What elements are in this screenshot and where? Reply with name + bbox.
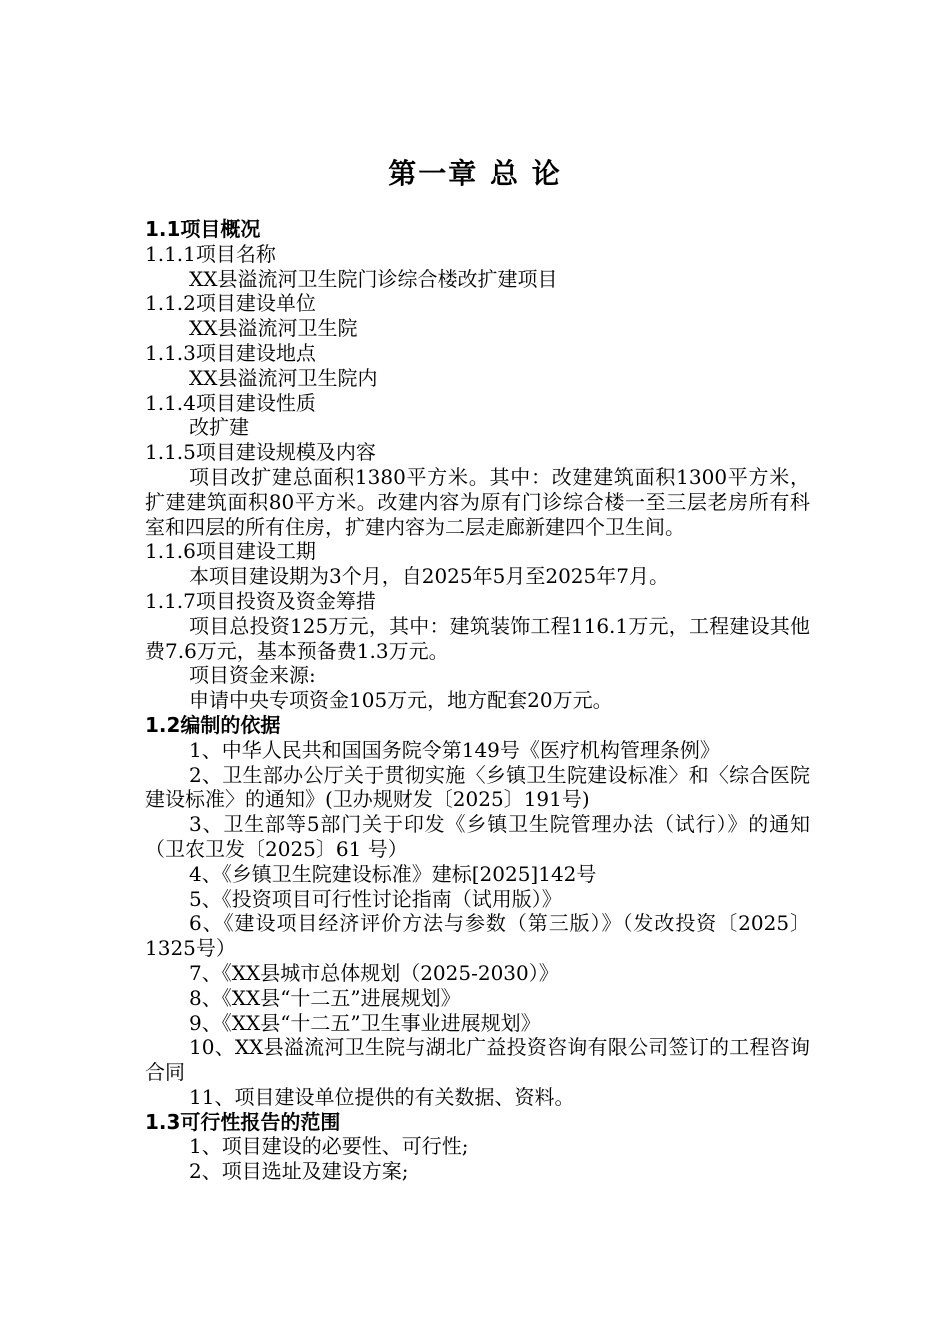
subsection-heading: 1.1.7项目投资及资金筹措	[145, 588, 376, 613]
indented-line: 4、《乡镇卫生院建设标准》建标[2025]142号	[189, 861, 597, 886]
subsection-heading: 1.1.6项目建设工期	[145, 539, 316, 564]
indented-line: 1、中华人民共和国国务院令第149号《医疗机构管理条例》	[189, 737, 720, 762]
body-paragraph: 2、卫生部办公厅关于贯彻实施〈乡镇卫生院建设标准〉和〈综合医院建设标准〉的通知》(卫办规财发〔2025〕191号)	[145, 762, 810, 812]
indented-line: 申请中央专项资金105万元，地方配套20万元。	[189, 688, 613, 713]
body-paragraph: 6、《建设项目经济评价方法与参数（第三版）》（发改投资〔2025〕1325号）	[145, 911, 810, 961]
indented-line: 项目资金来源:	[189, 663, 316, 688]
indented-line: 本项目建设期为3个月，自2025年5月至2025年7月。	[189, 564, 669, 589]
subsection-heading: 1.1.4项目建设性质	[145, 390, 316, 415]
section-heading: 1.2编制的依据	[145, 712, 281, 737]
subsection-heading: 1.1.3项目建设地点	[145, 340, 316, 365]
subsection-heading: 1.1.5项目建设规模及内容	[145, 440, 376, 465]
indented-line: XX县溢流河卫生院门诊综合楼改扩建项目	[189, 266, 558, 291]
indented-line: 9、《XX县“十二五”卫生事业进展规划》	[189, 1010, 541, 1035]
body-paragraph: 项目改扩建总面积1380平方米。其中：改建建筑面积1300平方米，扩建建筑面积80平方米。改建内容为原有门诊综合楼一至三层老房所有科室和四层的所有住房，扩建内容为二层走廊新建四个卫生间。	[145, 464, 810, 539]
indented-line: 7、《XX县城市总体规划（2025-2030）》	[189, 960, 559, 985]
document-body	[145, 217, 810, 1184]
body-paragraph: 10、XX县溢流河卫生院与湖北广益投资咨询有限公司签订的工程咨询合同	[145, 1035, 810, 1085]
indented-line: XX县溢流河卫生院	[189, 316, 358, 341]
subsection-heading: 1.1.2项目建设单位	[145, 291, 316, 316]
indented-line: 1、项目建设的必要性、可行性;	[189, 1134, 469, 1159]
indented-line: 改扩建	[189, 415, 249, 440]
section-heading: 1.3可行性报告的范围	[145, 1109, 341, 1134]
indented-line: 5、《投资项目可行性讨论指南（试用版）》	[189, 886, 562, 911]
subsection-heading: 1.1.1项目名称	[145, 241, 276, 266]
indented-line: 2、项目选址及建设方案;	[189, 1159, 409, 1184]
chapter-title: 第一章 总 论	[388, 157, 562, 190]
indented-line: XX县溢流河卫生院内	[189, 365, 378, 390]
indented-line: 11、项目建设单位提供的有关数据、资料。	[189, 1084, 575, 1109]
body-paragraph: 3、卫生部等5部门关于印发《乡镇卫生院管理办法（试行）》的通知（卫农卫发〔2025〕61 号）	[145, 812, 810, 861]
section-heading: 1.1项目概况	[145, 217, 261, 241]
body-paragraph: 项目总投资125万元，其中：建筑装饰工程116.1万元，工程建设其他费7.6万元，基本预备费1.3万元。	[145, 613, 810, 663]
indented-line: 8、《XX县“十二五”进展规划》	[189, 985, 461, 1010]
